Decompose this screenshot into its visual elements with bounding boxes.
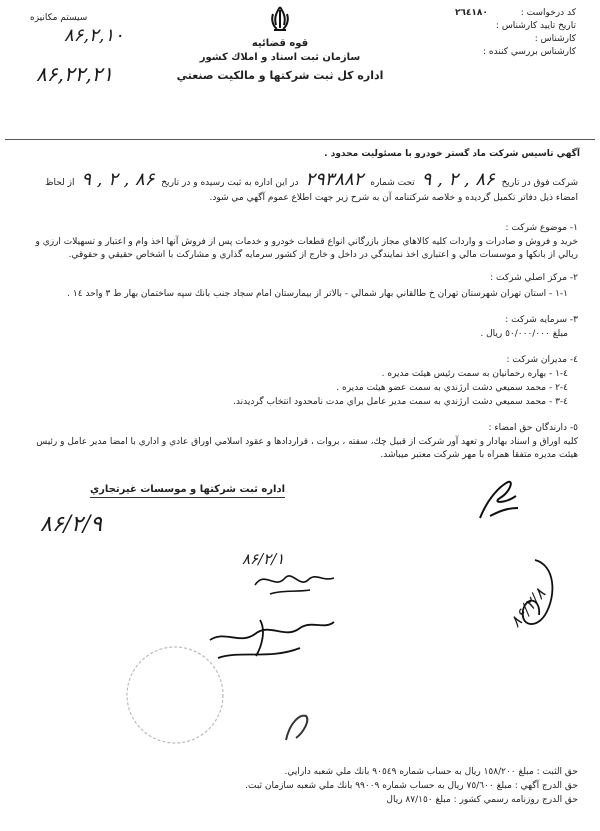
mechanized-label: سيستم مكانيزه [30,13,88,23]
section-1-title: ١- موضوع شركت : [505,223,578,233]
expert: كارشناس : [534,34,576,44]
section-1-text: خريد و فروش و صادرات و واردات كليه كالاهاي مجاز بازرگاني انواع قطعات خودرو و خدمات پس از فروش آنها اخذ وام و اعتبار و تسهيلات ارزي و ريالي از بانكها و موسسات مالي و اعتباري اخذ نمايندگي در داخل و خارج از كشور سرمايه گذاري و مشاركت با اشخاص حقيقي و حقوقي. [35,237,578,260]
header-line-3: اداره كل ثبت شركتها و مالكيت صنعتي [176,69,384,82]
handwritten-date-sign-right: ۸۶/۲/۸ [505,584,550,631]
intro-part-c: در اين اداره به ثبت رسيده و در تاريخ [161,178,299,188]
section-5-title: ٥- دارندگان حق امضاء : [488,423,578,433]
fee-line-2: حق الدرج آگهي : مبلغ ٧٥/٦٠٠ ريال به حساب شماره ٩٩٠٠٩ بانك ملي شعبه سازمان ثبت. [245,781,578,791]
header-line-2: سازمان ثبت اسناد و املاك كشور [199,52,361,63]
intro-line-1 [45,169,578,190]
announcement-title: آگهي تاسيس شركت ماد گستر خودرو با مسئوليت محدود . [324,149,580,159]
section-4-item-1: ٤-١ - بهاره رحمانيان به سمت رئيس هيئت مديره . [381,369,568,379]
signature-center-1 [250,560,340,600]
handwritten-reg-date-2: ۸۶ , ۲ , ۹ [81,169,155,190]
handwritten-date-margin: ۸۶/۲/۹ [40,512,103,537]
intro-part-a: شركت فوق در تاريخ [501,178,578,188]
stamp-mark-small [282,710,312,744]
fee-line-1: حق الثبت : مبلغ ١٥٨/٢٠٠ ريال به حساب شماره ٩٠٥٤٩ بانك ملي شعبه دارايي. [284,767,578,777]
intro-part-d: از لحاظ [45,178,75,188]
header-line-1: قوه قضائيه [251,38,309,49]
section-4-item-3: ٤-٣ - محمد سميعي دشت ارژندي به سمت مدير عامل براي مدت نامحدود انتخاب گرديدند. [233,397,568,407]
separator-line [5,139,595,140]
signature-right-loop [505,555,565,635]
section-3-text: مبلغ ٥٠/٠٠٠/٠٠٠ ريال . [480,329,568,339]
fee-line-3: حق الدرج روزنامه رسمي كشور : مبلغ ٨٧/١٥٠ ريال [386,795,578,805]
handwritten-date-top-2: ۸۶,۲۲,۲۱ [36,62,114,86]
handwritten-reg-number: ۲۹۳۸۸۲ [305,169,364,190]
meta-request-code [455,7,576,19]
reviewer: كارشناس بررسي كننده : [483,47,576,57]
handwritten-date-top-1: ۸۶,۲,۱۰ [64,25,124,46]
section-5-text: كليه اوراق و اسناد بهادار و تعهد آور شركت از قبيل چك، سفته ، بروات ، قراردادها و عقود اسلامي اوراق عادي و اداري با امضا مدير عامل و رئيس هيئت مديره متفقا همراه با مهر شركت معتبر ميباشد. [36,437,578,460]
handwritten-reg-date: ۸۶ , ۲ , ۹ [421,169,495,190]
signature-top-right [470,468,530,528]
emblem-icon [265,4,295,34]
office-signature-label: اداره ثبت شركتها و موسسات غيرتجاري [90,484,285,498]
section-4-title: ٤- مديران شركت : [506,355,578,365]
intro-part-b: تحت شماره [370,178,415,188]
intro-line-2: امضاء ذيل دفاتر تكميل گرديده و خلاصه شركتنامه آن به شرح زير جهت اطلاع عموم آگهي مي شود. [209,193,578,203]
section-3-title: ٣- سرمايه شركت : [505,315,578,325]
section-2-text: ١-١ - استان تهران شهرستان تهران خ طالقاني بهار شمالي - بالاتر از بيمارستان امام سجاد جنب بانك سپه ساختمان بهار ط ٣ واحد ١٤ . [67,289,568,299]
request-code-value: ٢٦٤١٨٠ [454,8,488,18]
request-code-label: كد درخواست : [520,8,576,18]
section-4-item-2: ٤-٢ - محمد سميعي دشت ارژندي به سمت عضو هيئت مديره . [336,383,568,393]
section-2-title: ٢- مركز اصلي شركت : [490,273,578,283]
expert-date: تاريخ تاييد كارشناس : [495,21,576,31]
handwritten-date-sign: ۸۶/۲/۱ [242,550,285,568]
stamp-circle [120,640,230,750]
